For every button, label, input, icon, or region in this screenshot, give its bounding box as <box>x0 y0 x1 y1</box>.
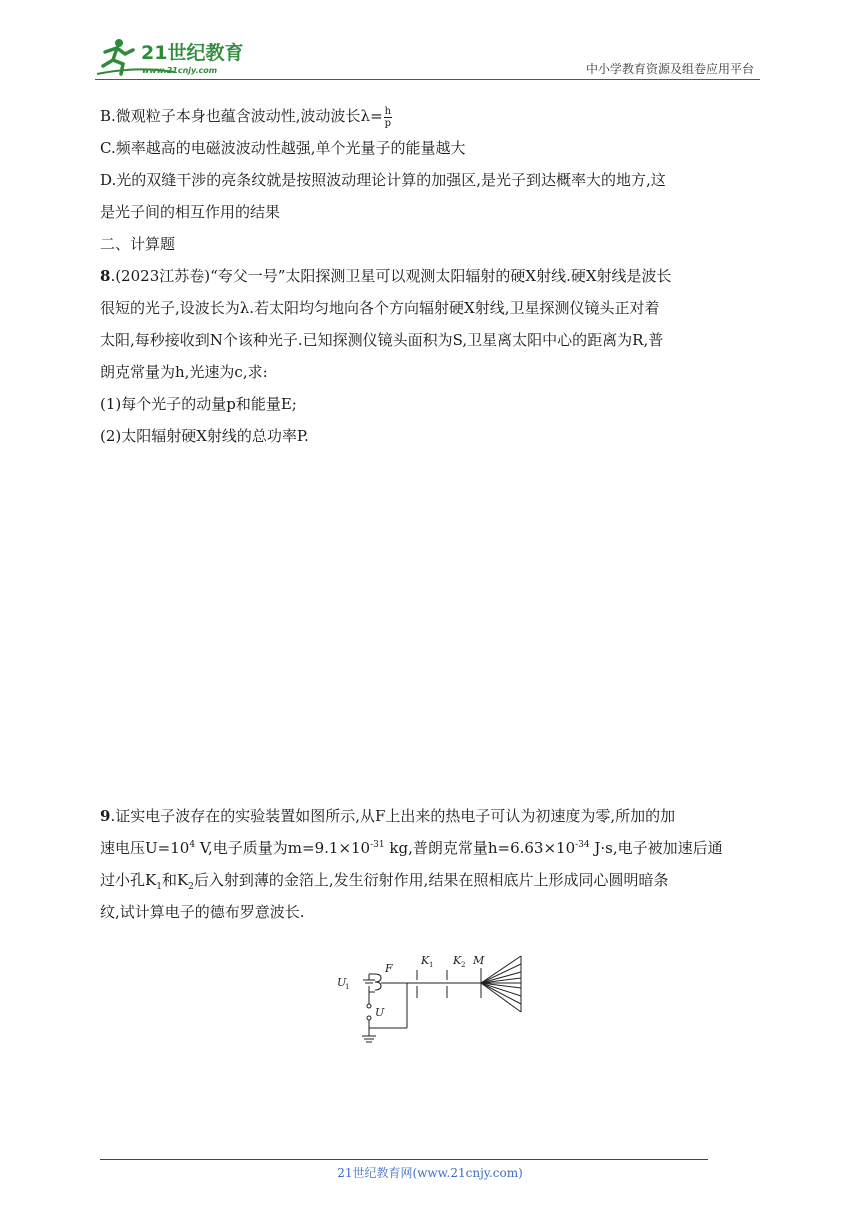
page-footer: 21世纪教育网(www.21cnjy.com) <box>337 1166 523 1180</box>
svg-text:K: K <box>421 954 430 967</box>
option-d-line1: D.光的双缝干涉的亮条纹就是按照波动理论计算的加强区,是光子到达概率大的地方,这 <box>100 171 666 189</box>
answer-space <box>100 452 764 800</box>
svg-text:U: U <box>337 976 347 989</box>
option-c: C.频率越高的电磁波波动性越强,单个光量子的能量越大 <box>100 139 466 157</box>
document-body <box>100 100 764 928</box>
header-divider <box>95 79 760 80</box>
question-number: 9 <box>100 807 111 825</box>
footer-divider <box>100 1159 708 1160</box>
svg-text:www.21cnjy.com: www.21cnjy.com <box>142 66 218 75</box>
page-header <box>95 30 760 82</box>
svg-text:1: 1 <box>429 961 434 969</box>
svg-text:F: F <box>385 962 393 975</box>
site-logo <box>95 34 255 78</box>
question-9: 9.证实电子波存在的实验装置如图所示,从F上出来的热电子可认为初速度为零,所加的加 速电压$U=10^4$ V,电子质量为$m=9.1\times 10^{-31}$ kg,普朗克常量$h=6.63\times 10^{-34}$ J·s,电子被加速后通 过小孔$K_1$和$K_2$后入射到薄的金箔上,发生衍射作用,结果在照相底片上形成同心圆明暗条 纹,试计算电子的德布罗意波长. <box>100 807 723 921</box>
question-8: 8.(2023江苏卷)“夸父一号”太阳探测卫星可以观测太阳辐射的硬X射线.硬X射线是波长 很短的光子,设波长为λ.若太阳均匀地向各个方向辐射硬X射线,卫星探测仪镜头正对着 太阳,每秒接收到N个该种光子.已知探测仪镜头面积为S,卫星离太阳中心的距离为R,普 朗克常量为h,光速为c,求: (1)每个光子的动量p和能量E; (2)太阳辐射硬X射线的总功率P. <box>100 260 764 452</box>
svg-text:K: K <box>453 954 462 967</box>
filament-coil <box>375 974 381 990</box>
section-heading: 二、计算题 <box>100 235 176 253</box>
electron-diffraction-apparatus <box>335 952 527 1048</box>
option-d-line2: 是光子间的相互作用的结果 <box>100 203 281 221</box>
svg-text:2: 2 <box>461 961 466 969</box>
platform-name: 中小学教育资源及组卷应用平台 <box>585 62 754 76</box>
svg-text:U: U <box>375 1006 385 1019</box>
svg-text:21世纪教育: 21世纪教育 <box>141 42 244 64</box>
option-b: B.微观粒子本身也蕴含波动性,波动波长λ= $\frac{h}{p}$ <box>100 105 392 129</box>
svg-text:M: M <box>473 954 485 967</box>
question-number: 8 <box>100 267 111 285</box>
q8-part2: (2)太阳辐射硬X射线的总功率P. <box>100 427 309 445</box>
svg-text:1: 1 <box>345 983 350 991</box>
q8-part1: (1)每个光子的动量p和能量E; <box>100 395 297 413</box>
fraction-h-over-p: $\frac{h}{p}$ <box>384 105 392 129</box>
